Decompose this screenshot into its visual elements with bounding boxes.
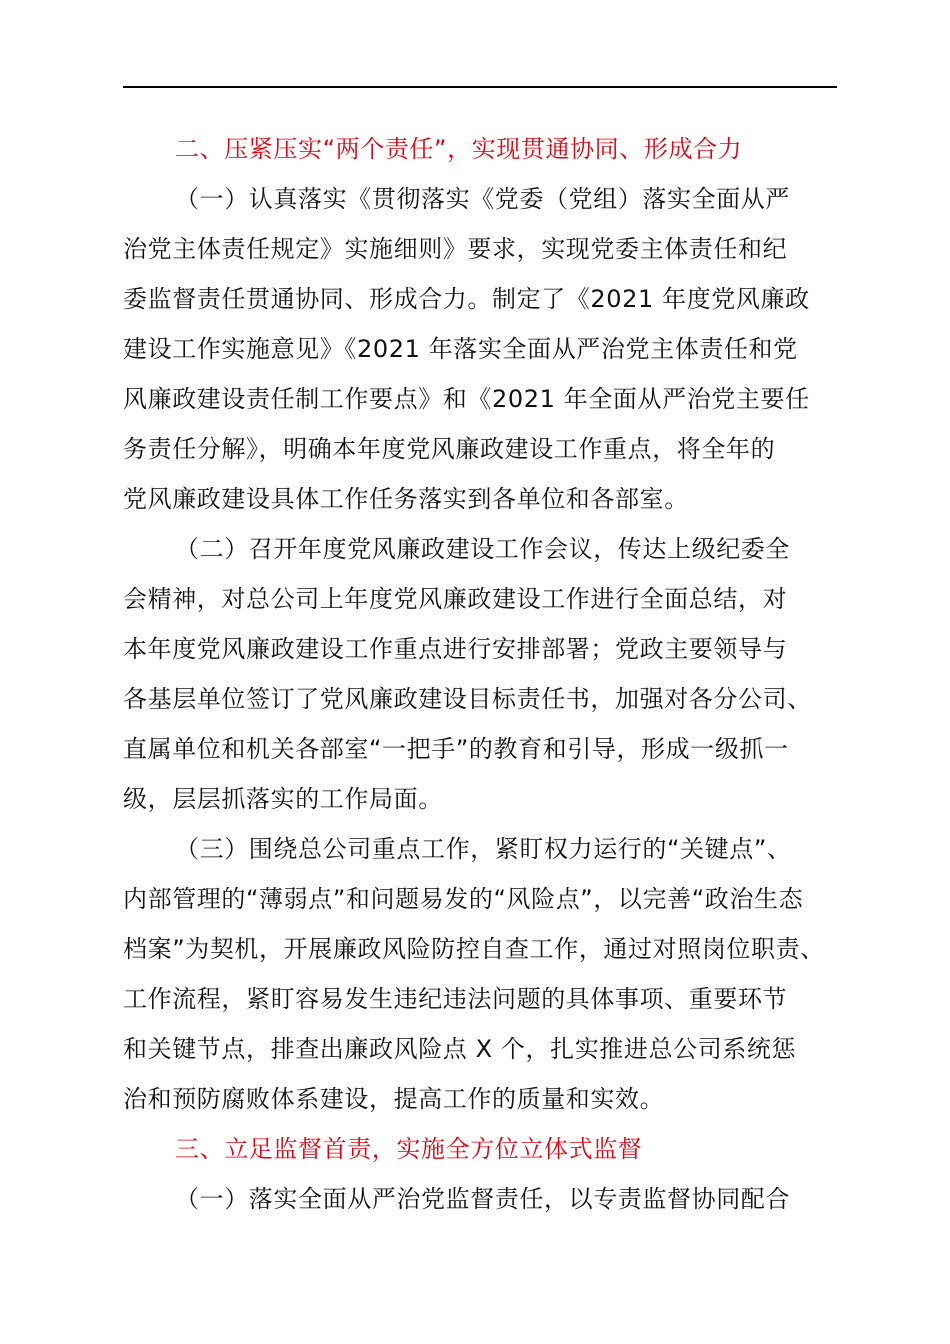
paragraph-line: 风廉政建设责任制工作要点》和《2021 年全面从严治党主要任 [123, 385, 810, 413]
document-body [123, 124, 837, 1224]
paragraph-line: （二）召开年度党风廉政建设工作会议，传达上级纪委全 [175, 535, 790, 563]
header-rule [123, 86, 837, 88]
paragraph-line: 治和预防腐败体系建设，提高工作的质量和实效。 [123, 1085, 665, 1113]
paragraph-line: 委监督责任贯通协同、形成合力。制定了《2021 年度党风廉政 [123, 285, 810, 313]
paragraph-line: 直属单位和机关各部室“一把手”的教育和引导，形成一级抓一 [123, 735, 789, 763]
section-2-paragraph-1 [123, 174, 837, 524]
paragraph-line: （一）落实全面从严治党监督责任，以专责监督协同配合 [175, 1185, 790, 1213]
section-2-paragraph-2 [123, 524, 837, 824]
paragraph-line: 和关键节点，排查出廉政风险点 X 个，扎实推进总公司系统惩 [123, 1035, 797, 1063]
paragraph-line: 内部管理的“薄弱点”和问题易发的“风险点”，以完善“政治生态 [123, 885, 804, 913]
paragraph-line: 会精神，对总公司上年度党风廉政建设工作进行全面总结，对 [123, 585, 788, 613]
section-2-paragraph-3 [123, 824, 837, 1124]
paragraph-line: 本年度党风廉政建设工作重点进行安排部署；党政主要领导与 [123, 635, 788, 663]
paragraph-line: 治党主体责任规定》实施细则》要求，实现党委主体责任和纪 [123, 235, 788, 263]
section-3-heading: 三、立足监督首责，实施全方位立体式监督 [175, 1135, 643, 1163]
paragraph-line: （三）围绕总公司重点工作，紧盯权力运行的“关键点”、 [175, 835, 792, 863]
paragraph-line: （一）认真落实《贯彻落实《党委（党组）落实全面从严 [175, 185, 790, 213]
section-3-paragraph-1 [123, 1174, 837, 1224]
paragraph-line: 档案”为契机，开展廉政风险防控自查工作，通过对照岗位职责、 [123, 935, 825, 963]
paragraph-line: 务责任分解》，明确本年度党风廉政建设工作重点，将全年的 [123, 435, 776, 463]
section-2-heading: 二、压紧压实“两个责任”，实现贯通协同、形成合力 [175, 135, 743, 163]
paragraph-line: 党风廉政建设具体工作任务落实到各单位和各部室。 [123, 485, 689, 513]
paragraph-line: 工作流程，紧盯容易发生违纪违法问题的具体事项、重要环节 [123, 985, 788, 1013]
paragraph-line: 级，层层抓落实的工作局面。 [123, 785, 443, 813]
paragraph-line: 建设工作实施意见》《2021 年落实全面从严治党主体责任和党 [123, 335, 798, 363]
paragraph-line: 各基层单位签订了党风廉政建设目标责任书，加强对各分公司、 [123, 685, 812, 713]
